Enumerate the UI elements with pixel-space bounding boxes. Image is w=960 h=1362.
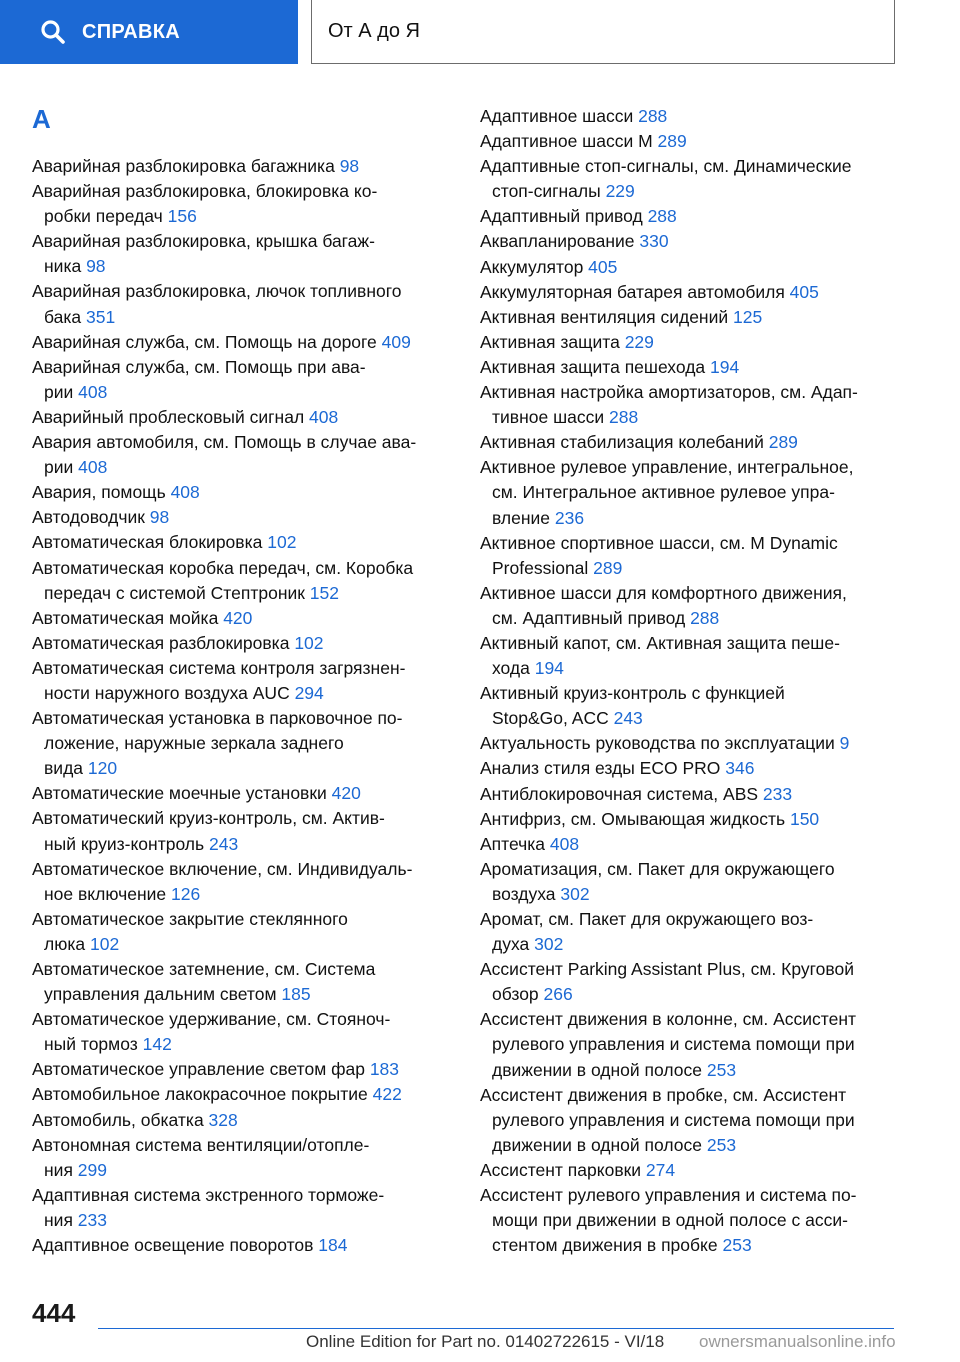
index-entry-text xyxy=(480,1058,930,1083)
index-entry-text xyxy=(480,104,930,129)
page-reference-link[interactable]: 294 xyxy=(294,682,324,703)
index-entry-text: Активный капот, см. Активная защита пеше- xyxy=(480,632,840,653)
index-entry xyxy=(32,656,452,706)
index-entry-label: Аккумулятор xyxy=(480,256,589,277)
index-entry-text: Адаптивные стоп-сигналы, см. Динамические xyxy=(480,156,852,177)
index-entry-label: Stop&Go, ACC xyxy=(492,708,614,729)
page-reference-link[interactable]: 194 xyxy=(534,658,564,679)
index-entry xyxy=(480,380,930,430)
index-entry-label: Автоматические моечные установки xyxy=(32,783,332,804)
index-entry-text xyxy=(32,606,452,631)
index-entry-label: Professional xyxy=(492,557,594,578)
index-entry-text: Ассистент рулевого управления и система по- xyxy=(480,1185,857,1206)
page-reference-link[interactable]: 289 xyxy=(593,557,623,578)
page-number: 444 xyxy=(32,1298,76,1328)
index-entry xyxy=(480,430,930,455)
page-reference-link[interactable]: 243 xyxy=(613,708,643,729)
index-entry-text: Аварийная разблокировка, крышка багаж- xyxy=(32,231,375,252)
index-entry xyxy=(480,1007,930,1082)
page-reference-link[interactable]: 233 xyxy=(762,783,793,804)
index-entry-text: Ароматизация, см. Пакет для окружающего xyxy=(480,858,835,879)
index-entry-text: Автоматическая коробка передач, см. Коробка xyxy=(32,557,414,578)
index-entry-label: духа xyxy=(492,934,535,955)
footer-edition-text: Online Edition for Part no. 01402722615 - VI/18 xyxy=(306,1332,665,1351)
index-entry xyxy=(32,330,452,355)
index-entry-label: ное включение xyxy=(44,883,171,904)
page-reference-link[interactable]: 408 xyxy=(549,833,580,854)
index-entry-label: хода xyxy=(492,658,535,679)
page-reference-link[interactable]: 346 xyxy=(725,758,755,779)
index-entry-text: Адаптивная система экстренного торможе- xyxy=(32,1184,385,1205)
index-entry-label: Аквапланирование xyxy=(480,231,640,252)
index-entry-label: Активная вентиляция сидений xyxy=(480,306,734,327)
page-reference-link[interactable]: 229 xyxy=(624,331,654,352)
index-entry-text xyxy=(480,204,930,229)
index-entry xyxy=(32,556,452,606)
page-reference-link[interactable]: 302 xyxy=(534,934,564,955)
search-icon xyxy=(40,19,66,45)
index-entry xyxy=(480,229,930,254)
page-reference-link[interactable]: 102 xyxy=(294,632,324,653)
index-entries-left xyxy=(32,154,452,1258)
index-entry-text xyxy=(32,1158,452,1183)
index-entry-text xyxy=(32,380,452,405)
index-entry-text: Ассистент движения в колонне, см. Ассистент xyxy=(480,1009,857,1030)
page-reference-link[interactable]: 289 xyxy=(768,432,798,453)
index-entry xyxy=(32,505,452,530)
page-reference-link[interactable]: 243 xyxy=(209,833,239,854)
index-entry-label: передач с системой Стептроник xyxy=(44,582,310,603)
index-entry-text xyxy=(32,1108,452,1133)
page-reference-link[interactable]: 126 xyxy=(170,883,201,904)
index-column-right xyxy=(480,104,930,1258)
page-reference-link[interactable]: 288 xyxy=(609,407,639,428)
page-reference-link[interactable]: 229 xyxy=(605,181,635,202)
index-entry-text xyxy=(480,556,930,581)
index-entry-text xyxy=(480,807,930,832)
index-entry xyxy=(32,229,452,279)
index-entry-label: Аккумуляторная батарея автомобиля xyxy=(480,281,790,302)
index-entry-text xyxy=(480,706,930,731)
index-entry-text xyxy=(480,1158,930,1183)
page-reference-link[interactable]: 328 xyxy=(208,1109,238,1130)
index-entry-text: Автоматическое закрытие стеклянного xyxy=(32,908,348,929)
index-entry-text xyxy=(480,1133,930,1158)
index-entry-text xyxy=(480,982,930,1007)
index-entry-label: тивное шасси xyxy=(492,407,609,428)
index-entry-text xyxy=(32,631,452,656)
index-entry-label: Адаптивный привод xyxy=(480,206,648,227)
page-reference-link[interactable]: 236 xyxy=(554,507,585,528)
index-entry-label: люка xyxy=(44,933,90,954)
index-entry-label: Аптечка xyxy=(480,833,550,854)
index-entry-label: Автоматическая разблокировка xyxy=(32,632,295,653)
index-entry-text xyxy=(480,405,930,430)
index-entry-text: Активное спортивное шасси, см. M Dynamic xyxy=(480,532,838,553)
index-entry-label: Автоматическая мойка xyxy=(32,607,224,628)
index-entry xyxy=(480,832,930,857)
index-entry-text xyxy=(480,731,930,756)
index-entry-text: рулевого управления и система помощи при xyxy=(492,1034,855,1055)
index-entry xyxy=(480,731,930,756)
index-entry-label: Ассистент парковки xyxy=(480,1159,646,1180)
page-reference-link[interactable]: 120 xyxy=(87,758,118,779)
index-entry xyxy=(480,907,930,957)
index-entry xyxy=(32,806,452,856)
index-entry-label: ния xyxy=(44,1209,78,1230)
index-entry-text: Ассистент Parking Assistant Plus, см. Круговой xyxy=(480,959,854,980)
page-reference-link[interactable]: 98 xyxy=(339,156,360,176)
page-reference-link[interactable]: 408 xyxy=(170,482,200,503)
index-entry xyxy=(32,781,452,806)
index-entry-label: робки передач xyxy=(44,206,168,227)
index-entry xyxy=(32,279,452,329)
index-entry-label: Аварийная разблокировка багажника xyxy=(32,156,340,176)
page-reference-link[interactable]: 185 xyxy=(281,984,311,1005)
page-reference-link[interactable]: 102 xyxy=(89,933,120,954)
index-entry-text xyxy=(32,1233,452,1258)
index-entry xyxy=(480,1083,930,1158)
index-entry xyxy=(480,957,930,1007)
index-entry-text xyxy=(32,781,452,806)
index-entry xyxy=(480,129,930,154)
index-entry-text xyxy=(480,756,930,781)
page-reference-link[interactable]: 299 xyxy=(77,1159,107,1180)
page-reference-link[interactable]: 288 xyxy=(638,106,668,126)
page-reference-link[interactable]: 351 xyxy=(86,306,116,327)
index-entry-text xyxy=(480,782,930,807)
index-entry-text xyxy=(480,656,930,681)
index-entry-text xyxy=(32,1057,452,1082)
index-entry-label: движении в одной полосе xyxy=(492,1134,707,1155)
index-entry-text xyxy=(480,932,930,957)
index-entry-text xyxy=(32,1208,452,1233)
index-entry xyxy=(480,355,930,380)
index-entry-text xyxy=(32,505,452,530)
index-entry xyxy=(480,330,930,355)
footer-edition xyxy=(306,1332,664,1352)
index-entry-text: Автоматическое включение, см. Индивидуаль- xyxy=(32,858,413,879)
index-entry xyxy=(480,280,930,305)
index-entry xyxy=(480,455,930,530)
index-entry-text xyxy=(480,832,930,857)
index-entry-text: Автоматическое затемнение, см. Система xyxy=(32,959,376,979)
index-entry-label: управления дальним светом xyxy=(44,984,282,1005)
index-entry-text: Аварийная разблокировка, лючок топливного xyxy=(32,281,402,302)
index-entry xyxy=(480,581,930,631)
index-entry-text xyxy=(480,330,930,355)
index-entries-right xyxy=(480,104,930,1258)
index-entry-text xyxy=(480,606,930,631)
index-entry-text: Активное шасси для комфортного движения, xyxy=(480,582,847,603)
page-reference-link[interactable]: 98 xyxy=(149,507,170,528)
index-entry-label: обзор xyxy=(492,984,544,1005)
index-entry xyxy=(32,1108,452,1133)
index-entry-label: Автоматическое управление светом фар xyxy=(32,1059,370,1080)
index-entry-label: Аварийная служба, см. Помощь на дороге xyxy=(32,331,382,352)
index-entry-text: Аромат, см. Пакет для окружающего воз- xyxy=(480,909,814,929)
index-entry xyxy=(32,1183,452,1233)
index-entry-label: Автоматическая блокировка xyxy=(32,532,268,553)
page-reference-link[interactable]: 102 xyxy=(267,532,297,553)
index-entry xyxy=(480,807,930,832)
index-entry-text xyxy=(32,305,452,330)
index-entry-text: Аварийная служба, см. Помощь при ава- xyxy=(32,356,366,377)
index-entry xyxy=(32,1133,452,1183)
index-entry-label: воздуха xyxy=(492,883,561,904)
index-entry xyxy=(32,706,452,781)
index-entry-text xyxy=(480,280,930,305)
page-reference-link[interactable]: 408 xyxy=(78,381,108,402)
page-reference-link[interactable]: 233 xyxy=(77,1209,107,1230)
index-entry xyxy=(480,104,930,129)
page-reference-link[interactable]: 408 xyxy=(309,406,339,427)
index-entry-text xyxy=(480,882,930,907)
index-entry-text xyxy=(480,255,930,280)
index-entry-text: Автоматический круиз-контроль, см. Актив- xyxy=(32,808,385,829)
index-entry-label: вида xyxy=(44,758,88,779)
index-entry-text xyxy=(32,405,452,430)
index-entry xyxy=(480,631,930,681)
index-entry xyxy=(32,179,452,229)
page-reference-link[interactable]: 142 xyxy=(142,1034,172,1055)
index-entry-text xyxy=(32,1082,452,1107)
index-entry-label: Актуальность руководства по эксплуатации xyxy=(480,733,840,754)
index-entry-text: Автоматическая установка в парковочное по- xyxy=(32,708,403,729)
page-reference-link[interactable]: 422 xyxy=(372,1084,402,1105)
index-entry-text xyxy=(32,756,452,781)
index-entry-text: см. Интегральное активное рулевое упра- xyxy=(492,482,835,503)
page-reference-link[interactable]: 408 xyxy=(78,457,108,478)
index-entry-label: ный круиз-контроль xyxy=(44,833,209,854)
index-entry-label: ния xyxy=(44,1159,78,1180)
page-reference-link[interactable]: 420 xyxy=(331,783,361,804)
index-entry-text xyxy=(32,882,452,907)
index-entry-label: ника xyxy=(44,256,87,277)
section-title-text: От А до Я xyxy=(328,20,420,42)
footer-watermark: ownersmanualsonline.info xyxy=(699,1332,896,1351)
index-entry-label: Адаптивное освещение поворотов xyxy=(32,1235,319,1256)
index-entry-text xyxy=(32,530,452,555)
index-entry-text: Аварийная разблокировка, блокировка ко- xyxy=(32,181,378,202)
page-reference-link[interactable]: 152 xyxy=(309,582,339,603)
index-entry xyxy=(32,1057,452,1082)
index-entry-text xyxy=(32,932,452,957)
index-entry-text: Активное рулевое управление, интегральное, xyxy=(480,457,854,478)
index-entry-text xyxy=(32,581,452,606)
index-entry-label: Автомобильное лакокрасочное покрытие xyxy=(32,1084,373,1105)
index-entry-text xyxy=(32,254,452,279)
index-entry xyxy=(480,1183,930,1258)
footer-rule xyxy=(98,1328,894,1329)
index-entry-text xyxy=(480,1233,930,1258)
page-reference-link[interactable]: 183 xyxy=(369,1059,400,1080)
index-entry-text xyxy=(480,355,930,380)
section-letter: A xyxy=(32,104,51,134)
index-entry-text: Автономная система вентиляции/отопле- xyxy=(32,1134,370,1155)
index-entry-text: ложение, наружные зеркала заднего xyxy=(44,733,344,754)
index-entry-label: Активная защита xyxy=(480,331,625,352)
index-entry-text xyxy=(480,179,930,204)
index-entry xyxy=(480,154,930,204)
section-title xyxy=(311,0,895,64)
index-entry-label: стоп-сигналы xyxy=(492,181,606,202)
index-entry-text xyxy=(32,330,452,355)
index-entry-label: вление xyxy=(492,507,555,528)
page-reference-link[interactable]: 409 xyxy=(381,331,411,352)
page-reference-link[interactable]: 289 xyxy=(657,131,687,152)
index-entry-label: Автодоводчик xyxy=(32,507,150,528)
index-entry-label: Аварийный проблесковый сигнал xyxy=(32,406,310,427)
index-entry xyxy=(480,782,930,807)
index-entry-label: Адаптивное шасси xyxy=(480,106,639,126)
index-entry-label: движении в одной полосе xyxy=(492,1059,707,1080)
index-entry-text: Авария автомобиля, см. Помощь в случае ава- xyxy=(32,432,417,453)
index-entry-label: Авария, помощь xyxy=(32,482,171,503)
index-entry xyxy=(32,907,452,957)
index-entry xyxy=(32,355,452,405)
page-reference-link[interactable]: 288 xyxy=(647,206,677,227)
index-entry-label: бака xyxy=(44,306,86,327)
index-entry-label: см. Адаптивный привод xyxy=(492,607,691,628)
index-entry xyxy=(32,631,452,656)
index-entry-text: Автоматическая система контроля загрязнен- xyxy=(32,657,406,678)
index-entry xyxy=(480,756,930,781)
page-reference-link[interactable]: 9 xyxy=(839,733,850,754)
page-reference-link[interactable]: 253 xyxy=(706,1059,737,1080)
index-entry xyxy=(480,1158,930,1183)
index-entry-text xyxy=(32,1032,452,1057)
page-reference-link[interactable]: 125 xyxy=(733,306,763,327)
help-tab-label: СПРАВКА xyxy=(82,20,181,43)
page-reference-link[interactable]: 253 xyxy=(706,1134,737,1155)
index-entry-text: Активная настройка амортизаторов, см. Адап- xyxy=(480,382,858,403)
index-entry-text: Ассистент движения в пробке, см. Ассистент xyxy=(480,1084,847,1105)
index-entry-text xyxy=(32,154,452,179)
page-reference-link[interactable]: 266 xyxy=(543,984,573,1005)
index-entry-text xyxy=(32,480,452,505)
index-entry xyxy=(32,1233,452,1258)
index-entry-text xyxy=(480,129,930,154)
index-entry-label: Активная защита пешехода xyxy=(480,356,710,377)
index-entry-label: Адаптивное шасси M xyxy=(480,131,658,152)
page-reference-link[interactable]: 274 xyxy=(645,1159,676,1180)
index-entry-text xyxy=(480,506,930,531)
page-reference-link[interactable]: 194 xyxy=(710,356,740,377)
index-entry-label: рии xyxy=(44,381,79,402)
page-reference-link[interactable]: 420 xyxy=(223,607,253,628)
index-entry xyxy=(480,681,930,731)
index-column-left xyxy=(32,104,452,1258)
index-entry xyxy=(32,857,452,907)
page-reference-link[interactable]: 150 xyxy=(789,808,820,829)
index-entry xyxy=(480,204,930,229)
index-entry-label: Антифриз, см. Омывающая жидкость xyxy=(480,808,790,829)
index-entry xyxy=(480,305,930,330)
index-entry-label: рии xyxy=(44,457,79,478)
index-entry-label: стентом движения в пробке xyxy=(492,1235,723,1256)
page-reference-link[interactable]: 330 xyxy=(639,231,669,252)
index-entry-text xyxy=(480,305,930,330)
index-entry-text: Активный круиз-контроль с функцией xyxy=(480,683,785,704)
index-entry xyxy=(480,255,930,280)
index-entry-text xyxy=(32,832,452,857)
index-entry-label: Активная стабилизация колебаний xyxy=(480,432,769,453)
index-entry xyxy=(32,530,452,555)
index-entry-label: Антиблокировочная система, ABS xyxy=(480,783,763,804)
index-entry xyxy=(32,430,452,480)
index-entry xyxy=(32,606,452,631)
index-entry-text xyxy=(480,229,930,254)
index-entry-text: рулевого управления и система помощи при xyxy=(492,1109,855,1130)
page-reference-link[interactable]: 302 xyxy=(560,883,590,904)
page-reference-link[interactable]: 288 xyxy=(690,607,720,628)
index-entry xyxy=(32,1007,452,1057)
index-entry xyxy=(32,405,452,430)
index-entry-text: мощи при движении в одной полосе с асси- xyxy=(492,1210,848,1231)
page-reference-link[interactable]: 98 xyxy=(86,256,106,277)
index-entry xyxy=(32,1082,452,1107)
index-entry xyxy=(480,531,930,581)
index-entry-text xyxy=(32,681,452,706)
index-entry-text: Автоматическое удерживание, см. Стояноч- xyxy=(32,1009,391,1030)
index-entry-label: Анализ стиля езды ECO PRO xyxy=(480,758,726,779)
page-reference-link[interactable]: 156 xyxy=(167,206,197,227)
help-tab[interactable] xyxy=(0,0,298,64)
index-entry-label: ности наружного воздуха AUC xyxy=(44,682,295,703)
page-reference-link[interactable]: 184 xyxy=(318,1235,348,1256)
index-entry xyxy=(32,957,452,1007)
index-entry xyxy=(480,857,930,907)
index-entry xyxy=(32,480,452,505)
index-entry xyxy=(32,154,452,179)
index-entry-text xyxy=(32,204,452,229)
page-reference-link[interactable]: 253 xyxy=(722,1235,752,1256)
index-entry-text xyxy=(480,430,930,455)
index-entry-label: ный тормоз xyxy=(44,1034,143,1055)
index-entry-label: Автомобиль, обкатка xyxy=(32,1109,209,1130)
index-entry-text xyxy=(32,455,452,480)
page-reference-link[interactable]: 405 xyxy=(588,256,618,277)
index-entry-text xyxy=(32,982,452,1007)
page-reference-link[interactable]: 405 xyxy=(789,281,819,302)
